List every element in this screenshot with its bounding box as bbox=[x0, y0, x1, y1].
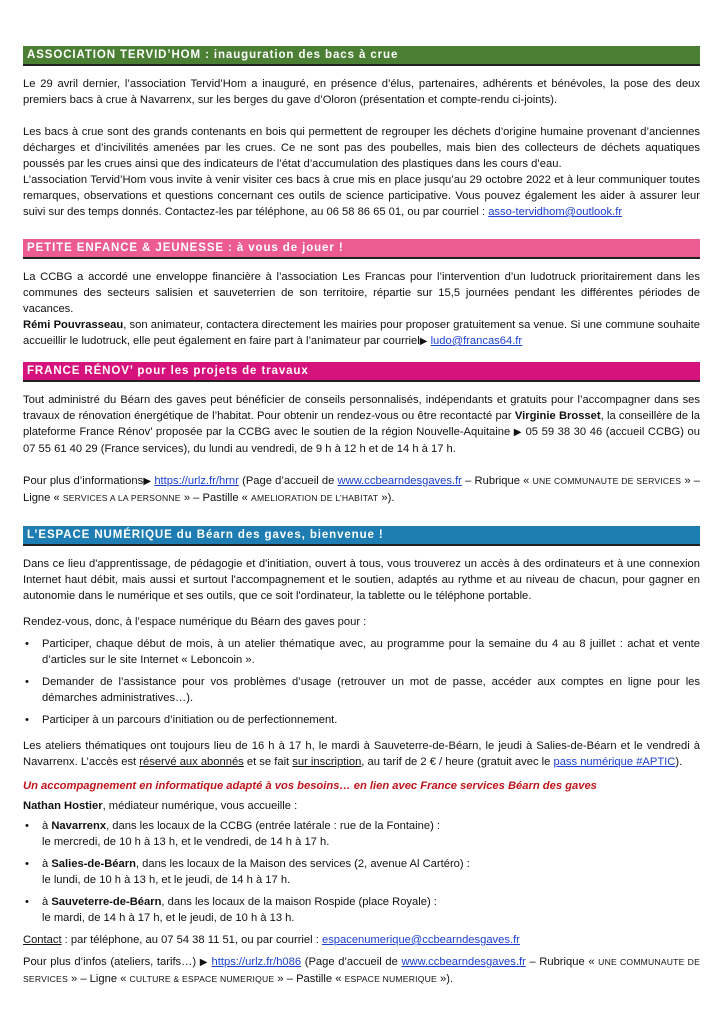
text: , médiateur numérique, vous accueille : bbox=[102, 800, 298, 812]
text: sur inscription bbox=[292, 756, 362, 768]
text: (Page d’accueil de bbox=[238, 475, 338, 487]
schedule: le lundi, de 10 h à 13 h, et le jeudi, de 14 h à 17 h. bbox=[42, 874, 291, 886]
section-header-espace-numerique: L’ESPACE NUMÉRIQUE du Béarn des gaves, bienvenue ! bbox=[23, 526, 700, 546]
paragraph bbox=[23, 317, 700, 350]
text: L’association Tervid’Hom vous invite à venir visiter ces bacs à crue mis en place jusqu’au 29 octobre 2022 et à leur communiquer toutes remarques, observations et questions concernant ces outils de science participative. Vous pouvez également les aider à assurer leur suivi sur des temps donnés. Contactez-les par téléphone, au 06 58 86 65 01, ou par courriel : bbox=[23, 174, 700, 218]
arrow-icon: ▶ bbox=[199, 957, 208, 968]
rubric-name: UNE COMMUNAUTE DE SERVICES bbox=[23, 957, 701, 984]
text: » – Ligne « bbox=[23, 475, 701, 504]
list-item: • Participer à un parcours d’initiation ou de perfectionnement. bbox=[23, 712, 700, 728]
text: » – Pastille « bbox=[274, 973, 345, 985]
paragraph bbox=[23, 738, 700, 770]
text: , dans les locaux de la maison Rospide (place Royale) : bbox=[161, 896, 437, 908]
person-name: Nathan Hostier bbox=[23, 800, 103, 812]
arrow-icon: ▶ bbox=[143, 476, 152, 487]
text: Pour plus d’informations bbox=[23, 475, 144, 487]
text: , dans les locaux de la CCBG (entrée latérale : rue de la Fontaine) : bbox=[106, 820, 441, 832]
tab-name: AMELIORATION DE L’HABITAT bbox=[251, 493, 379, 503]
text: , dans les locaux de la Maison des services (2, avenue Al Cartéro) : bbox=[135, 858, 470, 870]
url-link[interactable]: https://urlz.fr/hrnr bbox=[154, 475, 239, 487]
paragraph: La CCBG a accordé une enveloppe financière à l’association Les Francas pour l’intervention d’un ludotruck prioritairement dans les communes des secteurs salisien et sauveterrien de son territoire, répartie sur 15,5 journées pendant les différentes périodes de vacances. bbox=[23, 271, 700, 315]
paragraph bbox=[23, 798, 700, 814]
person-name: Virginie Brosset bbox=[514, 410, 601, 422]
paragraph: Dans ce lieu d'apprentissage, de pédagogie et d'initiation, ouvert à tous, vous trouverez un accès à des ordinateurs et à une connexion Internet haut débit, mais aussi et surtout l'accompagnement et le soutien, adaptés au rythme et au niveau de chacun, pour gagner en autonomie dans le numérique et ses outils, que ce soit l'ordinateur, la tablette ou le téléphone portable. bbox=[23, 558, 700, 602]
paragraph: Rendez-vous, donc, à l’espace numérique du Béarn des gaves pour : bbox=[23, 616, 367, 628]
bullet-list bbox=[23, 636, 700, 728]
section-petite-enfance bbox=[23, 239, 700, 350]
section-header-france-renov: FRANCE RÉNOV’ pour les projets de travaux bbox=[23, 362, 700, 382]
section-france-renov bbox=[23, 362, 700, 506]
arrow-icon: ▶ bbox=[513, 427, 522, 438]
location-item bbox=[23, 856, 700, 888]
text: à bbox=[42, 858, 52, 870]
section-espace-numerique bbox=[23, 526, 700, 987]
section-header-petite-enfance: PETITE ENFANCE & JEUNESSE : à vous de jouer ! bbox=[23, 239, 700, 259]
text: Les ateliers thématiques ont toujours lieu de 16 h à 17 h, le mardi à Sauveterre-de-Béarn, le jeudi à Salies-de-Béarn et le vendredi à Navarrenx. L’accès est bbox=[23, 740, 700, 768]
paragraph: Les bacs à crue sont des grands contenants en bois qui permettent de regrouper les déchets d’origine humaine provenant d’anciennes décharges et d’incivilités amenées par les crues. Ce ne sont pas des poubelles, mais bien des collecteurs de déchets aquatiques poussés par les crues ainsi que des indicateurs de l’état d’accumulation des plastiques dans les cours d’eau. bbox=[23, 126, 700, 170]
website-link[interactable]: www.ccbearndesgaves.fr bbox=[337, 475, 462, 487]
text: 05 59 38 30 46 (accueil CCBG) ou 07 55 61 40 29 (France services), du lundi au vendredi, de 9 h à 12 h et de 14 h à 17 h. bbox=[23, 426, 700, 455]
tab-name: ESPACE NUMERIQUE bbox=[344, 974, 437, 984]
text: » – Ligne « bbox=[67, 973, 130, 985]
paragraph bbox=[23, 392, 700, 457]
text: réservé aux abonnés bbox=[139, 756, 244, 768]
paragraph bbox=[23, 954, 700, 987]
text: (Page d’accueil de bbox=[301, 956, 402, 968]
text: à bbox=[42, 820, 52, 832]
paragraph: Le 29 avril dernier, l’association Tervid’Hom a inauguré, en présence d’élus, partenaires, adhérents et bénévoles, la pose des deux premiers bacs à crue à Navarrenx, sur les berges du gave d’Oloron (présentation et compte-rendu ci-joints). bbox=[23, 78, 700, 106]
rubric-name: UNE COMMUNAUTE DE SERVICES bbox=[532, 476, 682, 486]
town-name: Sauveterre-de-Béarn bbox=[51, 896, 162, 908]
contact-label: Contact bbox=[23, 934, 62, 946]
text: » – Pastille « bbox=[180, 492, 252, 504]
website-link[interactable]: www.ccbearndesgaves.fr bbox=[401, 956, 526, 968]
paragraph bbox=[23, 172, 700, 220]
town-name: Salies-de-Béarn bbox=[51, 858, 136, 870]
text: , au tarif de 2 € / heure (gratuit avec le bbox=[361, 756, 554, 768]
schedule: le mercredi, de 10 h à 13 h, et le vendredi, de 14 h à 17 h. bbox=[42, 836, 330, 848]
location-list bbox=[23, 818, 700, 926]
text: »). bbox=[436, 973, 454, 985]
list-item: • Demander de l’assistance pour vos problèmes d’usage (retrouver un mot de passe, accéder aux comptes en ligne pour les démarches administratives…). bbox=[23, 674, 700, 706]
line-name: SERVICES A LA PERSONNE bbox=[62, 493, 181, 503]
text: – Rubrique « bbox=[461, 475, 533, 487]
text: Pour plus d’infos (ateliers, tarifs…) bbox=[23, 956, 200, 968]
section-header-tervidhom: ASSOCIATION TERVID’HOM : inauguration des bacs à crue bbox=[23, 46, 700, 66]
url-link[interactable]: https://urlz.fr/h086 bbox=[211, 956, 302, 968]
text: et se fait bbox=[243, 756, 293, 768]
text: , son animateur, contactera directement les mairies pour proposer gratuitement sa venue. Si une commune souhaite accueillir le ludotruck, elle peut également en faire part à l’animateur par courriel bbox=[23, 319, 700, 347]
aptic-link[interactable]: pass numérique #APTIC bbox=[553, 756, 676, 768]
arrow-icon: ▶ bbox=[419, 336, 428, 347]
section-tervidhom bbox=[23, 46, 700, 220]
text: , la conseillère de la plateforme France Rénov’ proposée par la CCBG avec le soutien de la région Nouvelle-Aquitaine bbox=[23, 410, 700, 438]
person-name: Rémi Pouvrasseau bbox=[23, 319, 124, 331]
town-name: Navarrenx bbox=[51, 820, 107, 832]
paragraph bbox=[23, 473, 700, 506]
location-item bbox=[23, 818, 700, 850]
text: : par téléphone, au 07 54 38 11 51, ou par courriel : bbox=[61, 934, 322, 946]
text: »). bbox=[378, 492, 395, 504]
text: à bbox=[42, 896, 52, 908]
text: Tout administré du Béarn des gaves peut bénéficier de conseils personnalisés, indépendants et gratuits pour l’accompagner dans ses travaux de rénovation énergétique de l’habitat. Pour obtenir un rendez-vous ou être recontacté par bbox=[23, 394, 700, 422]
location-item bbox=[23, 894, 700, 926]
email-link[interactable]: ludo@francas64.fr bbox=[430, 335, 523, 347]
email-link[interactable]: asso-tervidhom@outlook.fr bbox=[488, 206, 623, 218]
list-item: • Participer, chaque début de mois, à un atelier thématique avec, au programme pour la semaine du 4 au 8 juillet : achat et vente d’articles sur le site Internet « Leboncoin ». bbox=[23, 636, 700, 668]
highlight-text: Un accompagnement en informatique adapté à vos besoins… en lien avec France services Béarn des gaves bbox=[23, 780, 597, 792]
text: – Rubrique « bbox=[525, 956, 599, 968]
text: ). bbox=[675, 756, 683, 768]
line-name: CULTURE & ESPACE NUMERIQUE bbox=[129, 974, 275, 984]
paragraph bbox=[23, 932, 700, 948]
email-link[interactable]: espacenumerique@ccbearndesgaves.fr bbox=[321, 934, 520, 946]
schedule: le mardi, de 14 h à 17 h, et le jeudi, de 10 h à 13 h. bbox=[42, 912, 295, 924]
